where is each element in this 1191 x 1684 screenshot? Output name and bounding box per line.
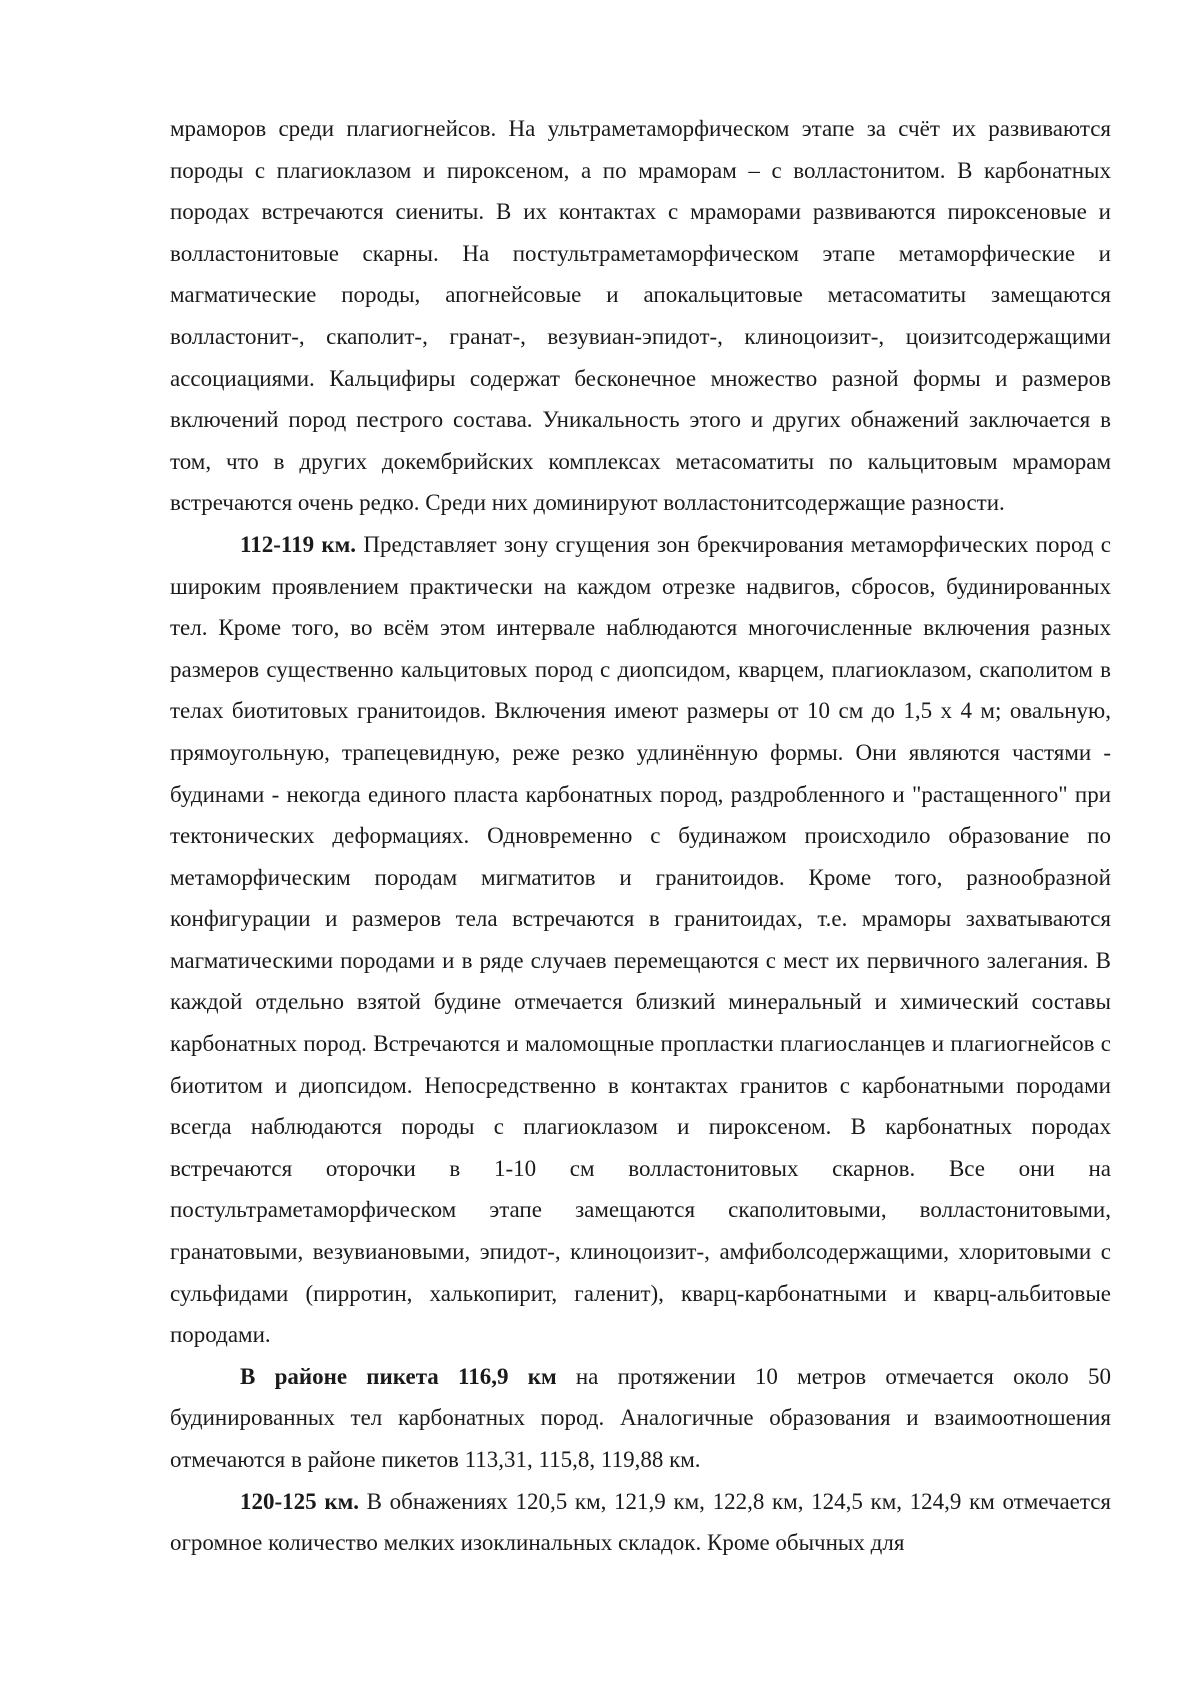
- paragraph-2-text: Представляет зону сгущения зон брекчирования метаморфических пород с широким проявлением практически на каждом отрезке надвигов, сбросов, будинированных тел. Кроме того, во всём этом интервале наблюдаются многочисленные включения разных размеров существенно кальцитовых пород с диопсидом, кварцем, плагиоклазом, скаполитом в телах биотитовых гранитоидов. Включения имеют размеры от 10 см до 1,5 х 4 м; овальную, прямоугольную, трапецевидную, реже резко удлинённую формы. Они являются частями - будинами - некогда единого пласта карбонатных пород, раздробленного и "растащенного" при тектонических деформациях. Одновременно с будинажом происходило образование по метаморфическим породам мигматитов и гранитоидов. Кроме того, разнообразной конфигурации и размеров тела встречаются в гранитоидах, т.е. мраморы захватываются магматическими породами и в ряде случаев перемещаются с мест их первичного залегания. В каждой отдельно взятой будине отмечается близкий минеральный и химический составы карбонатных пород. Встречаются и маломощные пропластки плагиосланцев и плагиогнейсов с биотитом и диопсидом. Непосредственно в контактах гранитов с карбонатными породами всегда наблюдаются породы с плагиоклазом и пироксеном. В карбонатных породах встречаются оторочки в 1-10 см волластонитовых скарнов. Все они на постультраметаморфическом этапе замещаются скаполитовыми, волластонитовыми, гранатовыми, везувиановыми, эпидот-, клиноцоизит-, амфиболсодержащими, хлоритовыми с сульфидами (пирротин, халькопирит, галенит), кварц-карбонатными и кварц-альбитовые породами.: [170, 531, 1111, 1348]
- paragraph-1: [170, 108, 1111, 524]
- paragraph-3-text: на протяжении 10 метров отмечается около 50 будинированных тел карбонатных пород. Аналогичные образования и взаимоотношения отмечаются в районе пикетов 113,31, 115,8, 119,88 км.: [170, 1363, 1112, 1472]
- paragraph-2: [170, 524, 1111, 1356]
- paragraph-1-text: мраморов среди плагиогнейсов. На ультраметаморфическом этапе за счёт их развиваются породы с плагиоклазом и пироксеном, а по мраморам – с волластонитом. В карбонатных породах встречаются сиениты. В их контактах с мраморами развиваются пироксеновые и волластонитовые скарны. На постультраметаморфическом этапе метаморфические и магматические породы, апогнейсовые и апокальцитовые метасоматиты замещаются волластонит-, скаполит-, гранат-, везувиан-эпидот-, клиноцоизит-, цоизитсодержащими ассоциациями. Кальцифиры содержат бесконечное множество разной формы и размеров включений пород пестрого состава. Уникальность этого и других обнажений заключается в том, что в других докембрийских комплексах метасоматиты по кальцитовым мраморам встречаются очень редко. Среди них доминируют волластонитсодержащие разности.: [170, 116, 1111, 516]
- paragraph-4-heading: 120-125 км.: [240, 1488, 359, 1514]
- paragraph-2-heading: 112-119 км.: [240, 531, 357, 557]
- paragraph-3: [170, 1356, 1111, 1481]
- paragraph-3-heading: В районе пикета 116,9 км: [240, 1363, 557, 1389]
- document-page: [170, 108, 1111, 1564]
- paragraph-4: [170, 1481, 1111, 1564]
- paragraph-4-text: В обнажениях 120,5 км, 121,9 км, 122,8 км, 124,5 км, 124,9 км отмечается огромное количество мелких изоклинальных складок. Кроме обычных для: [170, 1488, 1111, 1556]
